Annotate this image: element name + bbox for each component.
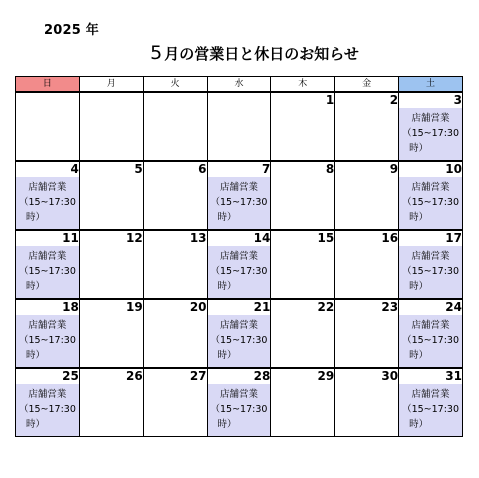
closed-day-cell <box>335 108 399 161</box>
open-day-cell <box>207 177 271 230</box>
store-hours-line2: （15~17:30 <box>402 266 459 277</box>
day-number: 24 <box>399 299 463 315</box>
day-number: 26 <box>79 368 143 384</box>
closed-day-cell <box>335 384 399 437</box>
week-date-row <box>16 299 463 315</box>
page-title <box>0 42 479 64</box>
day-number: 19 <box>79 299 143 315</box>
open-day-cell <box>16 246 80 299</box>
closed-day-cell <box>79 315 143 368</box>
store-hours-line3: 時） <box>409 419 429 430</box>
day-number: 28 <box>207 368 271 384</box>
day-number: 20 <box>143 299 207 315</box>
closed-day-cell <box>271 384 335 437</box>
store-hours-line2: （15~17:30 <box>210 404 268 415</box>
day-number: 14 <box>207 230 271 246</box>
year-label: 2025 年 <box>44 23 99 38</box>
closed-day-cell <box>335 177 399 230</box>
open-day-cell <box>399 177 463 230</box>
open-day-cell <box>16 315 80 368</box>
day-number: 23 <box>335 299 399 315</box>
store-hours-note <box>208 315 271 363</box>
day-number: 4 <box>16 161 80 177</box>
open-day-cell <box>399 246 463 299</box>
closed-day-cell <box>271 177 335 230</box>
open-day-cell <box>16 384 80 437</box>
store-hours-note <box>399 384 462 432</box>
store-hours-line2: （15~17:30 <box>402 335 459 346</box>
weekday-header-fri: 金 <box>335 77 399 93</box>
day-number: 5 <box>79 161 143 177</box>
closed-day-cell <box>271 246 335 299</box>
closed-day-cell <box>143 177 207 230</box>
store-hours-note <box>16 246 79 294</box>
closed-day-cell <box>143 315 207 368</box>
day-number: 12 <box>79 230 143 246</box>
store-hours-line1: 店舗営業 <box>28 320 67 331</box>
store-hours-line2: （15~17:30 <box>210 197 268 208</box>
weekday-header-wed: 水 <box>207 77 271 93</box>
week-date-row <box>16 92 463 108</box>
store-hours-line1: 店舗営業 <box>28 251 67 262</box>
store-hours-line1: 店舗営業 <box>411 182 450 193</box>
weekday-header-thu: 木 <box>271 77 335 93</box>
title-text: 月の営業日と休日のお知らせ <box>164 45 359 63</box>
week-body-row <box>16 315 463 368</box>
week-date-row <box>16 230 463 246</box>
day-number: 9 <box>335 161 399 177</box>
day-number: 2 <box>335 92 399 108</box>
store-hours-line2: （15~17:30 <box>210 266 268 277</box>
day-number <box>79 92 143 108</box>
store-hours-line3: 時） <box>409 212 429 223</box>
day-number: 29 <box>271 368 335 384</box>
weekday-header-mon: 月 <box>79 77 143 93</box>
store-hours-line1: 店舗営業 <box>411 251 450 262</box>
week-body-row <box>16 108 463 161</box>
store-hours-line2: （15~17:30 <box>210 335 268 346</box>
store-hours-note <box>399 246 462 294</box>
store-hours-line3: 時） <box>26 350 46 361</box>
closed-day-cell <box>79 384 143 437</box>
store-hours-note <box>208 246 271 294</box>
weekday-header-tue: 火 <box>143 77 207 93</box>
closed-day-cell <box>143 384 207 437</box>
day-number <box>207 92 271 108</box>
store-hours-note <box>208 177 271 225</box>
store-hours-line1: 店舗営業 <box>411 113 450 124</box>
day-number <box>143 92 207 108</box>
day-number <box>16 92 80 108</box>
store-hours-note <box>399 177 462 225</box>
day-number: 11 <box>16 230 80 246</box>
open-day-cell <box>399 384 463 437</box>
day-number: 1 <box>271 92 335 108</box>
store-hours-line1: 店舗営業 <box>219 389 258 400</box>
store-hours-line3: 時） <box>409 281 429 292</box>
store-hours-line1: 店舗営業 <box>219 182 258 193</box>
day-number: 3 <box>399 92 463 108</box>
store-hours-line1: 店舗営業 <box>28 182 67 193</box>
store-hours-note <box>16 315 79 363</box>
store-hours-line3: 時） <box>26 419 46 430</box>
day-number: 21 <box>207 299 271 315</box>
store-hours-line1: 店舗営業 <box>219 251 258 262</box>
closed-day-cell <box>271 315 335 368</box>
store-hours-note <box>16 177 79 225</box>
closed-day-cell <box>335 315 399 368</box>
closed-day-cell <box>143 108 207 161</box>
day-number: 13 <box>143 230 207 246</box>
day-number: 30 <box>335 368 399 384</box>
closed-day-cell <box>79 108 143 161</box>
open-day-cell <box>207 384 271 437</box>
store-hours-note <box>16 384 79 432</box>
store-hours-line3: 時） <box>409 350 429 361</box>
store-hours-line3: 時） <box>217 212 237 223</box>
day-number: 27 <box>143 368 207 384</box>
store-hours-line2: （15~17:30 <box>402 404 459 415</box>
open-day-cell <box>207 315 271 368</box>
store-hours-note <box>208 384 271 432</box>
store-hours-line2: （15~17:30 <box>18 197 76 208</box>
store-hours-note <box>399 108 462 156</box>
open-day-cell <box>207 246 271 299</box>
day-number: 17 <box>399 230 463 246</box>
store-hours-note <box>399 315 462 363</box>
store-hours-line2: （15~17:30 <box>18 335 76 346</box>
day-number: 15 <box>271 230 335 246</box>
day-number: 7 <box>207 161 271 177</box>
day-number: 18 <box>16 299 80 315</box>
closed-day-cell <box>207 108 271 161</box>
closed-day-cell <box>271 108 335 161</box>
store-hours-line2: （15~17:30 <box>18 266 76 277</box>
store-hours-line2: （15~17:30 <box>402 128 459 139</box>
week-body-row <box>16 246 463 299</box>
weekday-header-row <box>16 77 463 93</box>
calendar-table <box>15 76 463 437</box>
store-hours-line2: （15~17:30 <box>18 404 76 415</box>
store-hours-line3: 時） <box>217 419 237 430</box>
closed-day-cell <box>79 246 143 299</box>
day-number: 25 <box>16 368 80 384</box>
store-hours-line1: 店舗営業 <box>28 389 67 400</box>
store-hours-line1: 店舗営業 <box>219 320 258 331</box>
store-hours-line3: 時） <box>217 350 237 361</box>
closed-day-cell <box>79 177 143 230</box>
day-number: 6 <box>143 161 207 177</box>
weekday-header-sat: 土 <box>399 77 463 93</box>
open-day-cell <box>16 177 80 230</box>
title-month: 5 <box>150 42 163 64</box>
weekday-header-sun: 日 <box>16 77 80 93</box>
closed-day-cell <box>143 246 207 299</box>
open-day-cell <box>399 315 463 368</box>
store-hours-line1: 店舗営業 <box>411 389 450 400</box>
store-hours-line1: 店舗営業 <box>411 320 450 331</box>
store-hours-line3: 時） <box>409 143 429 154</box>
store-hours-line3: 時） <box>26 281 46 292</box>
day-number: 8 <box>271 161 335 177</box>
week-body-row <box>16 384 463 437</box>
store-hours-line3: 時） <box>217 281 237 292</box>
open-day-cell <box>399 108 463 161</box>
week-date-row <box>16 368 463 384</box>
closed-day-cell <box>16 108 80 161</box>
store-hours-line3: 時） <box>26 212 46 223</box>
week-date-row <box>16 161 463 177</box>
day-number: 22 <box>271 299 335 315</box>
closed-day-cell <box>335 246 399 299</box>
week-body-row <box>16 177 463 230</box>
day-number: 16 <box>335 230 399 246</box>
day-number: 10 <box>399 161 463 177</box>
day-number: 31 <box>399 368 463 384</box>
store-hours-line2: （15~17:30 <box>402 197 459 208</box>
